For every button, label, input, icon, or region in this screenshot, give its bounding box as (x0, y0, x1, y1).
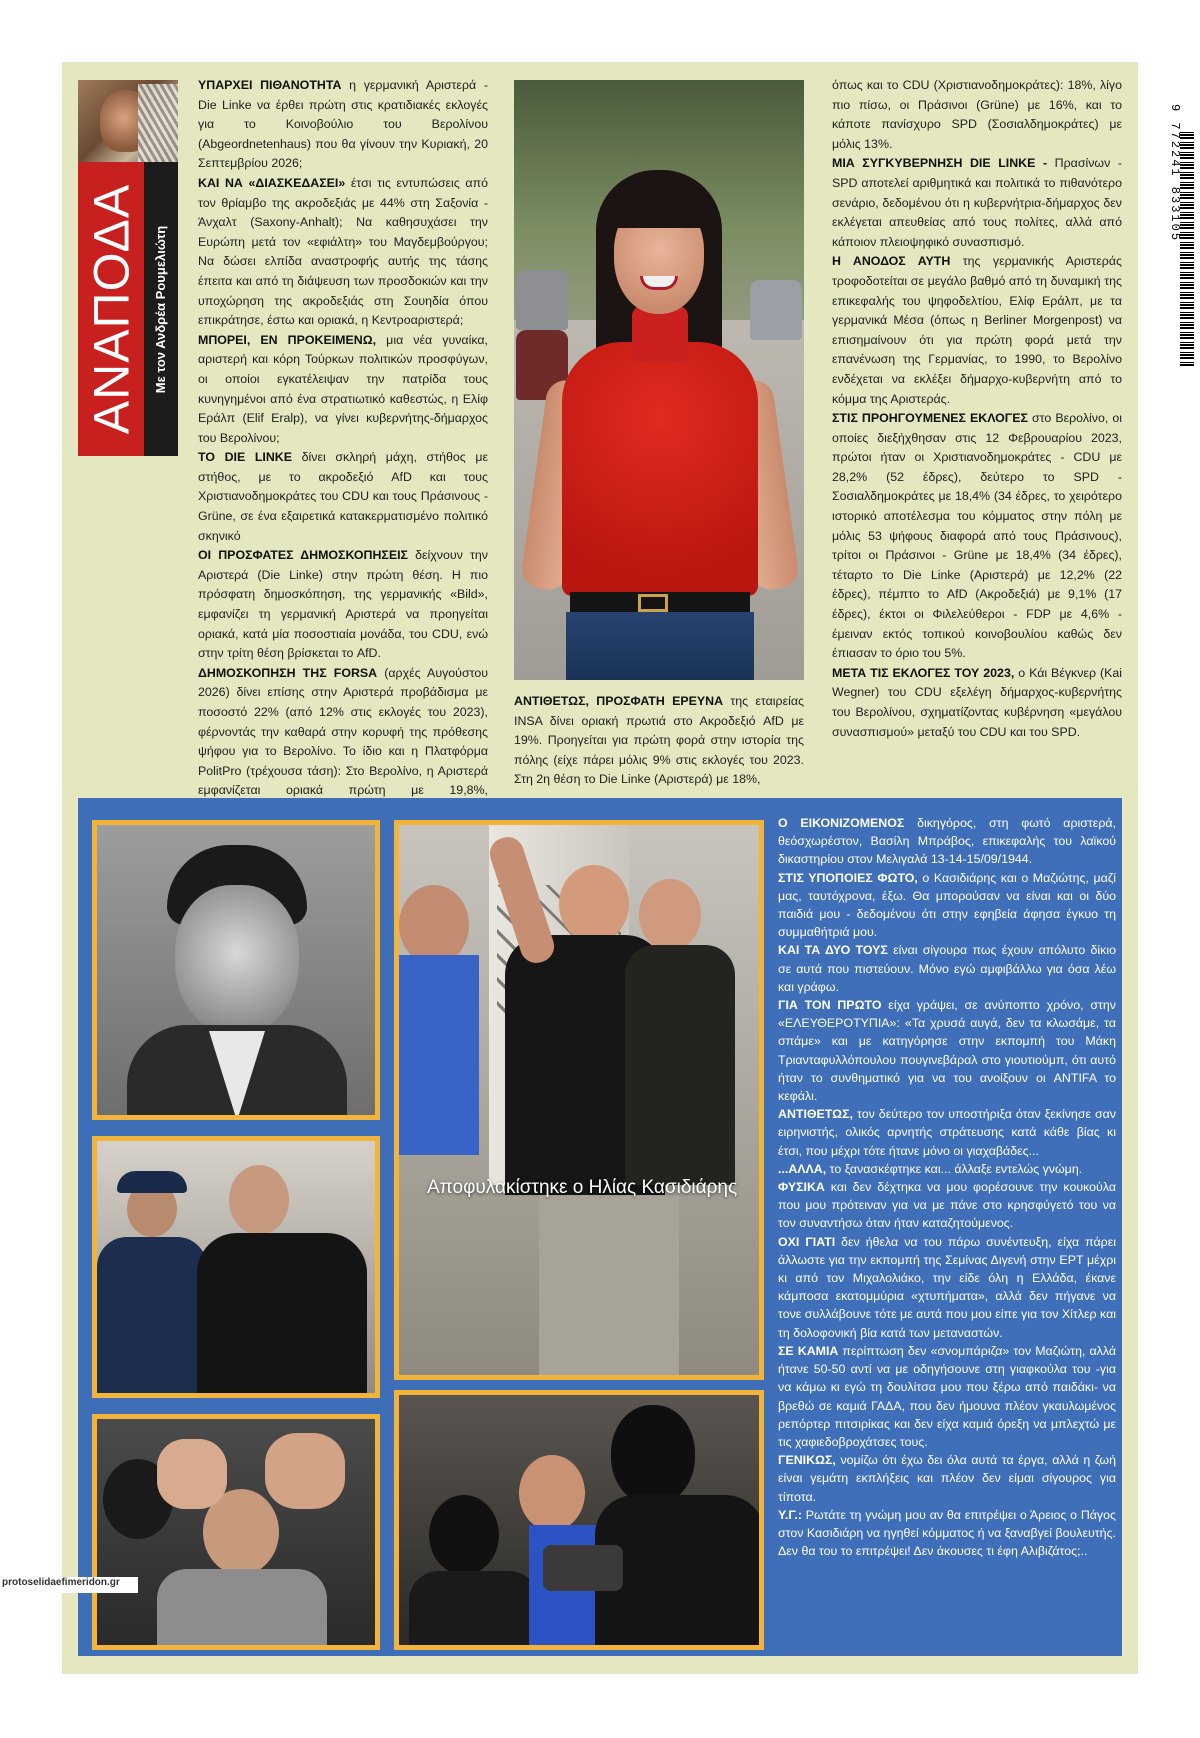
paragraph: ΟΙ ΠΡΟΣΦΑΤΕΣ ΔΗΜΟΣΚΟΠΗΣΕΙΣ δείχνουν την Αριστερά (Die Linke) στην πρώτη θέση. Η πιο πρόσφατη δημοσκόπηση, της γερμανικής «Bild», εμφανίζει τη γερμανική Αριστερά να προηγείται οριακά, κατά μία ποσοστιαία μονάδα, του CDU, ενώ στην τρίτη θέση βρίσκεται το AfD. (198, 548, 488, 661)
paragraph: Η ΑΝΟΔΟΣ ΑΥΤΗ της γερμανικής Αριστεράς τροφοδοτείται σε μεγάλο βαθμό από τη δυναμική της επικεφαλής του ψηφοδελτίου, Ελίφ Εράλπ, με τα γερμανικά Μέσα (όπως η Berliner Morgenpost) να επισημαίνουν ότι για πρώτη φορά μετά την επανένωση της Γερμανίας, το 1990, το Βερολίνο ενδέχεται να εκλέξει δήμαρχο-κυβερνήτη από το κόμμα της Αριστεράς. (832, 254, 1122, 406)
paragraph: ΥΠΑΡΧΕΙ ΠΙΘΑΝΟΤΗΤΑ η γερμανική Αριστερά - Die Linke να έρθει πρώτη στις κρατιδιακές εκλογές για το Κοινοβούλιο του Βερολίνου (Abgeordnetenhaus) που θα γίνουν την Κυριακή, 20 Σεπτεμβρίου 2026; (198, 78, 488, 171)
paragraph: ΜΠΟΡΕΙ, ΕΝ ΠΡΟΚΕΙΜΕΝΩ, μια νέα γυναίκα, αριστερή και κόρη Τούρκων πολιτικών προσφύγων, οι οποίοι εγκατέλειψαν την πατρίδα τους κυνηγημένοι από ένα στρατιωτικό καθεστώς, η Ελίφ Εράλπ (Elif Eralp), να γίνει κυβερνήτης-δήμαρχος του Βερολίνου; (198, 332, 489, 445)
source-watermark: protoselidaefimeridon.gr (0, 1577, 138, 1593)
police-escort-photo (92, 1136, 380, 1398)
column-header (78, 80, 178, 456)
paragraph: ΣΤΙΣ ΥΠΟΠΟΙΕΣ ΦΩΤΟ, ο Κασιδιάρης και ο Μαζιώτης, μαζί μας, ταυτόχρονα, έξω. Θα μπορούσαν να είναι και οι δύο παιδιά μου - δεδομένου ότι στην εφηβεία άφησα έγκυο τη συμμαθήτριά μου. (778, 870, 1116, 940)
historic-portrait-photo (92, 820, 380, 1120)
paragraph: ΦΥΣΙΚΑ και δεν δέχτηκα να μου φορέσουνε την κουκούλα που μου πρότειναν για να με πάνε στο κρησφύγετό του να τον συναντήσω όταν ήταν καταζητούμενος. (778, 1180, 1116, 1231)
paragraph: όπως και το CDU (Χριστιανοδημοκράτες): 18%, λίγο πιο πίσω, οι Πράσινοι (Grüne) με 16%, και το κάποτε πανίσχυρο SPD (Σοσιαλδημοκράτες) με μόλις 13%. (832, 78, 1122, 151)
barcode-bars (1180, 132, 1194, 366)
article-column-3 (832, 76, 1122, 742)
video-caption: Αποφυλακίστηκε ο Ηλίας Κασιδιάρης (427, 1177, 738, 1198)
paragraph: ...ΑΛΛΑ, το ξανασκέφτηκε και... άλλαξε εντελώς γνώμη. (778, 1161, 1083, 1176)
paragraph: Ο ΕΙΚΟΝΙΖΟΜΕΝΟΣ δικηγόρος, στη φωτό αριστερά, θεόσχωρέστον, Βασίλη Μπράβος, επικεφαλής του λαϊκού δικαστηρίου στον Μελιγαλά 13-14-15/09/1944. (778, 816, 1116, 867)
column-title: ΑΝΑΠΟΔΑ (83, 183, 140, 435)
paragraph: ΓΕΝΙΚΩΣ, νομίζω ότι έχω δει όλα αυτά τα έργα, αλλά η ζωή είναι γεμάτη εκπλήξεις και πλέον δεν είμαι σίγουρος για τίποτα. (778, 1453, 1116, 1504)
column-byline: Με τον Ανδρέα Ρουμελιώτη (153, 225, 169, 393)
paragraph: ΟΧΙ ΓΙΑΤΙ δεν ήθελα να του πάρω συνέντευξη, είχα πάρει άλλωστε για την εκπομπή της Σεμίνας Διγενή στην ΕΡΤ μέχρι κι από τον Μιχαλολιάκο, την είδε όλη η Ελλάδα, έκανε κάμποσα εκατομμύρια «χτυπήματα», αλλά δεν πήγανε να τονε συλλάβουνε τότε με αυτά που μου είπε για τον Χίτλερ και τη δολοφονική βία κατά των μεταναστών. (778, 1234, 1116, 1340)
paragraph: ΣΤΙΣ ΠΡΟΗΓΟΥΜΕΝΕΣ ΕΚΛΟΓΕΣ στο Βερολίνο, οι οποίες διεξήχθησαν στις 12 Φεβρουαρίου 2023, πρώτοι ήταν οι Χριστιανοδημοκράτες - CDU με 28,2% (52 έδρες), δεύτερο το SPD - Σοσιαλδημοκράτες με 18,4% (34 έδρες, το χειρότερο ιστορικό αποτέλεσμα του κόμματος στην πόλη με μόλις 53 ψήφους διαφορά από τους Πράσινους), τρίτοι οι Πράσινοι - Grüne με 18,4% (34 έδρες), τέταρτο το Die Linke (Αριστερά) με 12,2% (22 έδρες), πέμπτο το AfD (Ακροδεξιά) με 9,1% (17 έδρες), έκτοι οι Φιλελεύθεροι - FDP με 4,6% - έμειναν εκτός τοπικού κοινοβουλίου καθώς δεν έπιασαν το όριο του 5%. (832, 411, 1122, 661)
arrest-photo (92, 1414, 380, 1650)
release-video-still (394, 820, 764, 1380)
paragraph: Υ.Γ.: Ρωτάτε τη γνώμη μου αν θα επιτρέψει ο Άρειος ο Πάγος στον Κασιδιάρη να ηγηθεί κόμματος ή να ξαναβγεί βουλευτής. Δεν θα του το επιτρέψει! Δεν άκουσες τι έφη Αλιβιζάτος;.. (778, 1507, 1116, 1559)
paragraph: ΑΝΤΙΘΕΤΩΣ, ΠΡΟΣΦΑΤΗ ΕΡΕΥΝΑ της εταιρείας INSA δίνει οριακή πρωτιά στο Ακροδεξιό AfD με 19%. Προηγείται για πρώτη φορά στην ιστορία της πόλης (είχε πάρει μόλις 9% στις εκλογές του 2023. Στη 2η θέση το Die Linke (Αριστερά) με 18%, (514, 694, 804, 787)
courthouse-photo (394, 1390, 764, 1650)
paragraph: ΚΑΙ ΝΑ «ΔΙΑΣΚΕΔΑΣΕΙ» έτσι τις εντυπώσεις από τον θρίαμβο της ακροδεξιάς με 44% στη Σαξονία - Άνχαλτ (Saxony-Anhalt); Να καθησυχάσει την Ευρώπη μετά τον «εφιάλτη» του Μαγδεμβούργου; Να δώσει ελπίδα αναστροφής αυτής της τάσης έπειτα και από τη διάψευση των προσδοκιών και την υποχώρηση της ακροδεξιάς στη Σουηδία όπου επικράτησε, έστω και οριακά, η Κεντροαριστερά; (198, 175, 489, 328)
paragraph: ΣΕ ΚΑΜΙΑ περίπτωση δεν «σνομπάριζα» τον Μαζιώτη, αλλά ήτανε 50-50 αντί να με οδηγήσουνε στη γιαφκούλα του -για να κάμω κι εγώ τη δουλίτσα μου που ξέρω από παιδάκι- να βρεθώ σε καμιά ΓΑΔΑ, που δεν ήμουνα πλέον γκαυλωμένος ρεπόρτερ πιτσιρίκας και δεν είχα καμιά όρεξη να μπλεχτώ με τις χαφιεδοβροχάτσες τους. (778, 1343, 1116, 1449)
article-column-2 (514, 692, 804, 790)
sidebar-text (778, 814, 1116, 1560)
paragraph: ΤΟ DIE LINKE δίνει σκληρή μάχη, στήθος με στήθος, με το ακροδεξιό AfD και τους Χριστιανοδημοκράτες του CDU και τους Πράσινους - Grüne, σε ένα εξαιρετικά κατακερματισμένο πολιτικό σκηνικό (198, 450, 488, 543)
paragraph: ΚΑΙ ΤΑ ΔΥΟ ΤΟΥΣ είναι σίγουρα πως έχουν απόλυτο δίκιο σε αυτά που πιστεύουν. Μόνο εγώ αμφιβάλλω για όσα λέω και γράφω. (778, 943, 1116, 994)
barcode-digits: 9 772241 833105 (1168, 104, 1182, 243)
paragraph: ΜΙΑ ΣΥΓΚΥΒΕΡΝΗΣΗ DIE LINKE - Πρασίνων - SPD αποτελεί αριθμητικά και πολιτικά το πιθανότερο σενάριο, δεδομένου ότι η κυβερνήτρια-δήμαρχος δεν εκλέγεται απευθείας από τους πολίτες, αλλά από κάποιον πλειοψηφικό συνασπισμό. (832, 156, 1122, 249)
article-column-1 (198, 76, 488, 821)
paragraph: ΔΗΜΟΣΚΟΠΗΣΗ ΤΗΣ FORSA (αρχές Αυγούστου 2026) δίνει επίσης στην Αριστερά προβάδισμα με ποσοστό 22% (από 12% στις εκλογές του 2023), φέρνοντάς την καθαρά στην κορυφή της πρόθεσης ψήφου για το Βερολίνο. Το ίδιο και η Πλατφόρμα PolitPro (τρέχουσα τάση): Στο Βερολίνο, η Αριστερά εμφανίζεται οριακά πρώτη με 19,8%, (198, 665, 488, 798)
paragraph: ΓΙΑ ΤΟΝ ΠΡΩΤΟ είχα γράψει, σε ανύποπτο χρόνο, στην «ΕΛΕΥΘΕΡΟΤΥΠΙΑ»: «Τα χρυσά αυγά, δεν τα κλωσάμε, τα σπάμε» και με κατηγόρησε στην εκπομπή του Μάκη Τριανταφυλλόπουλου πουγινεβάραλ στο γιουτιούμπ, ότι αυτό ήταν το συνθηματικό για να του ανοίξουν οι ANTIFA το κεφάλι. (778, 998, 1116, 1104)
paragraph: ΑΝΤΙΘΕΤΩΣ, τον δεύτερο τον υποστήριξα όταν ξεκίνησε σαν ειρηνιστής, ολικός αρνητής στράτευσης κατά κάθε βίας κι έτσι, που μέχρι τότε ήτανε μόνο οι γιαχαβάδες... (778, 1107, 1116, 1158)
columnist-photo (78, 80, 178, 162)
paragraph: ΜΕΤΑ ΤΙΣ ΕΚΛΟΓΕΣ ΤΟΥ 2023, ο Κάι Βέγκνερ (Kai Wegner) του CDU εξελέγη δήμαρχος-κυβερνήτης του Βερολίνου, σχηματίζοντας κυβέρνηση «μεγάλου συνασπισμού» μεταξύ του CDU και του SPD. (832, 665, 1122, 739)
candidate-photo (514, 80, 804, 680)
barcode (1168, 104, 1198, 366)
